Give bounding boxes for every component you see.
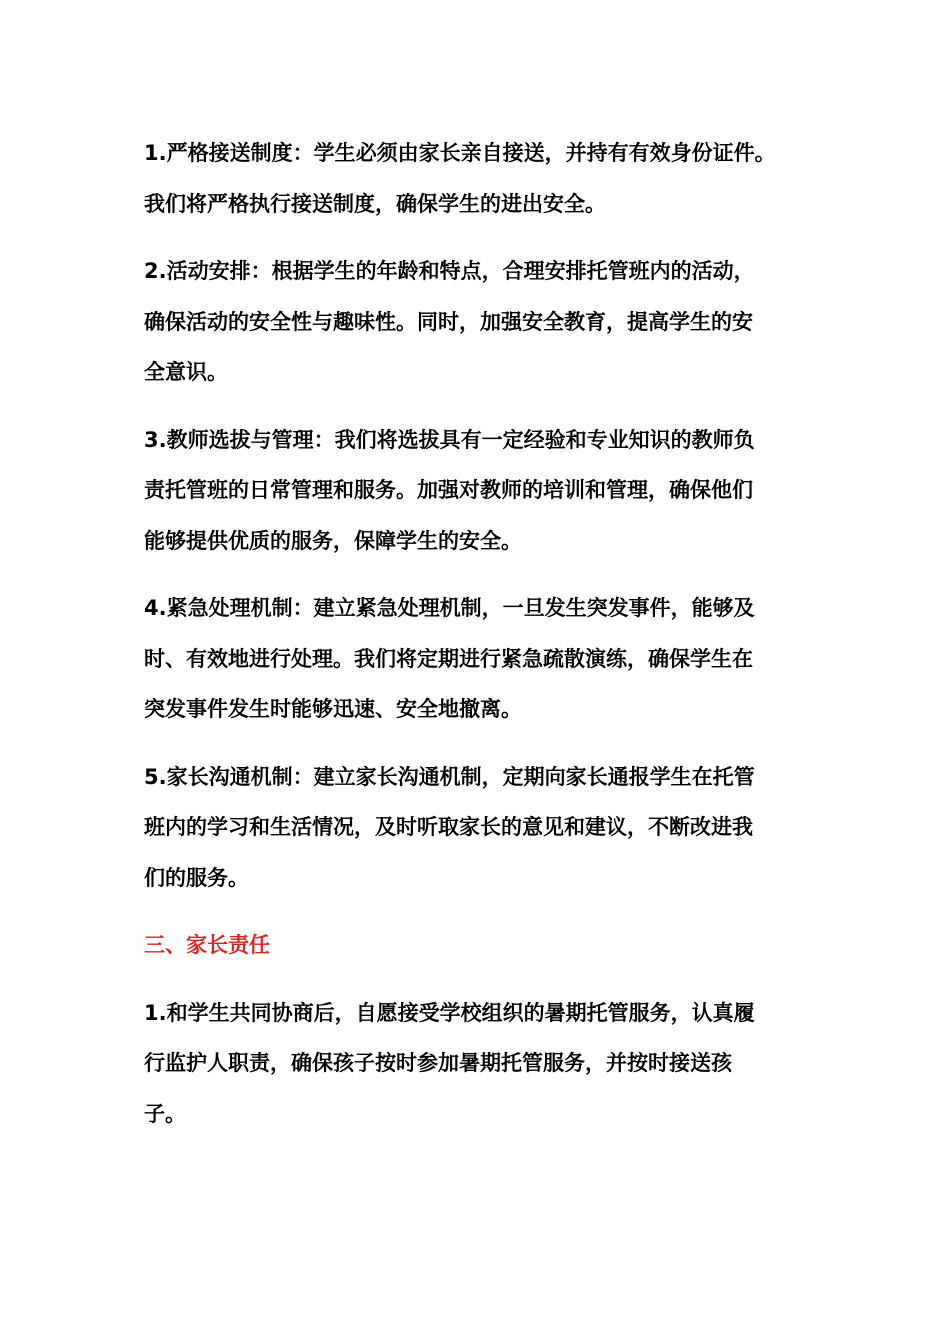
section-heading xyxy=(144,920,814,971)
paragraph-parent-responsibility xyxy=(144,988,814,1140)
paragraph-activity-arrangement xyxy=(144,246,814,398)
text-line: 全意识。 xyxy=(144,360,228,384)
text-line: 1.严格接送制度：学生必须由家长亲自接送，并持有有效身份证件。 xyxy=(144,141,776,165)
text-line: 时、有效地进行处理。我们将定期进行紧急疏散演练，确保学生在 xyxy=(144,646,753,671)
text-line: 突发事件发生时能够迅速、安全地撤离。 xyxy=(144,697,522,721)
text-line: 3.教师选拔与管理：我们将选拔具有一定经验和专业知识的教师负 xyxy=(144,427,755,452)
text-line: 1.和学生共同协商后，自愿接受学校组织的暑期托管服务，认真履 xyxy=(144,1000,755,1025)
paragraph-pickup-policy xyxy=(144,128,814,229)
paragraph-parent-communication xyxy=(144,752,814,904)
text-line: 确保活动的安全性与趣味性。同时，加强安全教育，提高学生的安 xyxy=(144,309,753,334)
text-line: 我们将严格执行接送制度，确保学生的进出安全。 xyxy=(144,191,606,216)
paragraph-teacher-selection xyxy=(144,415,814,567)
text-line: 5.家长沟通机制：建立家长沟通机制，定期向家长通报学生在托管 xyxy=(144,764,755,789)
paragraph-emergency-mechanism xyxy=(144,583,814,735)
text-line: 班内的学习和生活情况，及时听取家长的意见和建议，不断改进我 xyxy=(144,815,753,839)
document-body xyxy=(144,128,814,1156)
section-heading-text: 三、家长责任 xyxy=(144,933,270,957)
text-line: 能够提供优质的服务，保障学生的安全。 xyxy=(144,528,522,553)
text-line: 们的服务。 xyxy=(144,865,249,890)
text-line: 责托管班的日常管理和服务。加强对教师的培训和管理，确保他们 xyxy=(144,478,753,502)
text-line: 2.活动安排：根据学生的年龄和特点，合理安排托管班内的活动， xyxy=(144,259,755,283)
text-line: 4.紧急处理机制：建立紧急处理机制，一旦发生突发事件，能够及 xyxy=(144,596,755,620)
text-line: 子。 xyxy=(144,1101,186,1126)
text-line: 行监护人职责，确保孩子按时参加暑期托管服务，并按时接送孩 xyxy=(144,1051,732,1075)
